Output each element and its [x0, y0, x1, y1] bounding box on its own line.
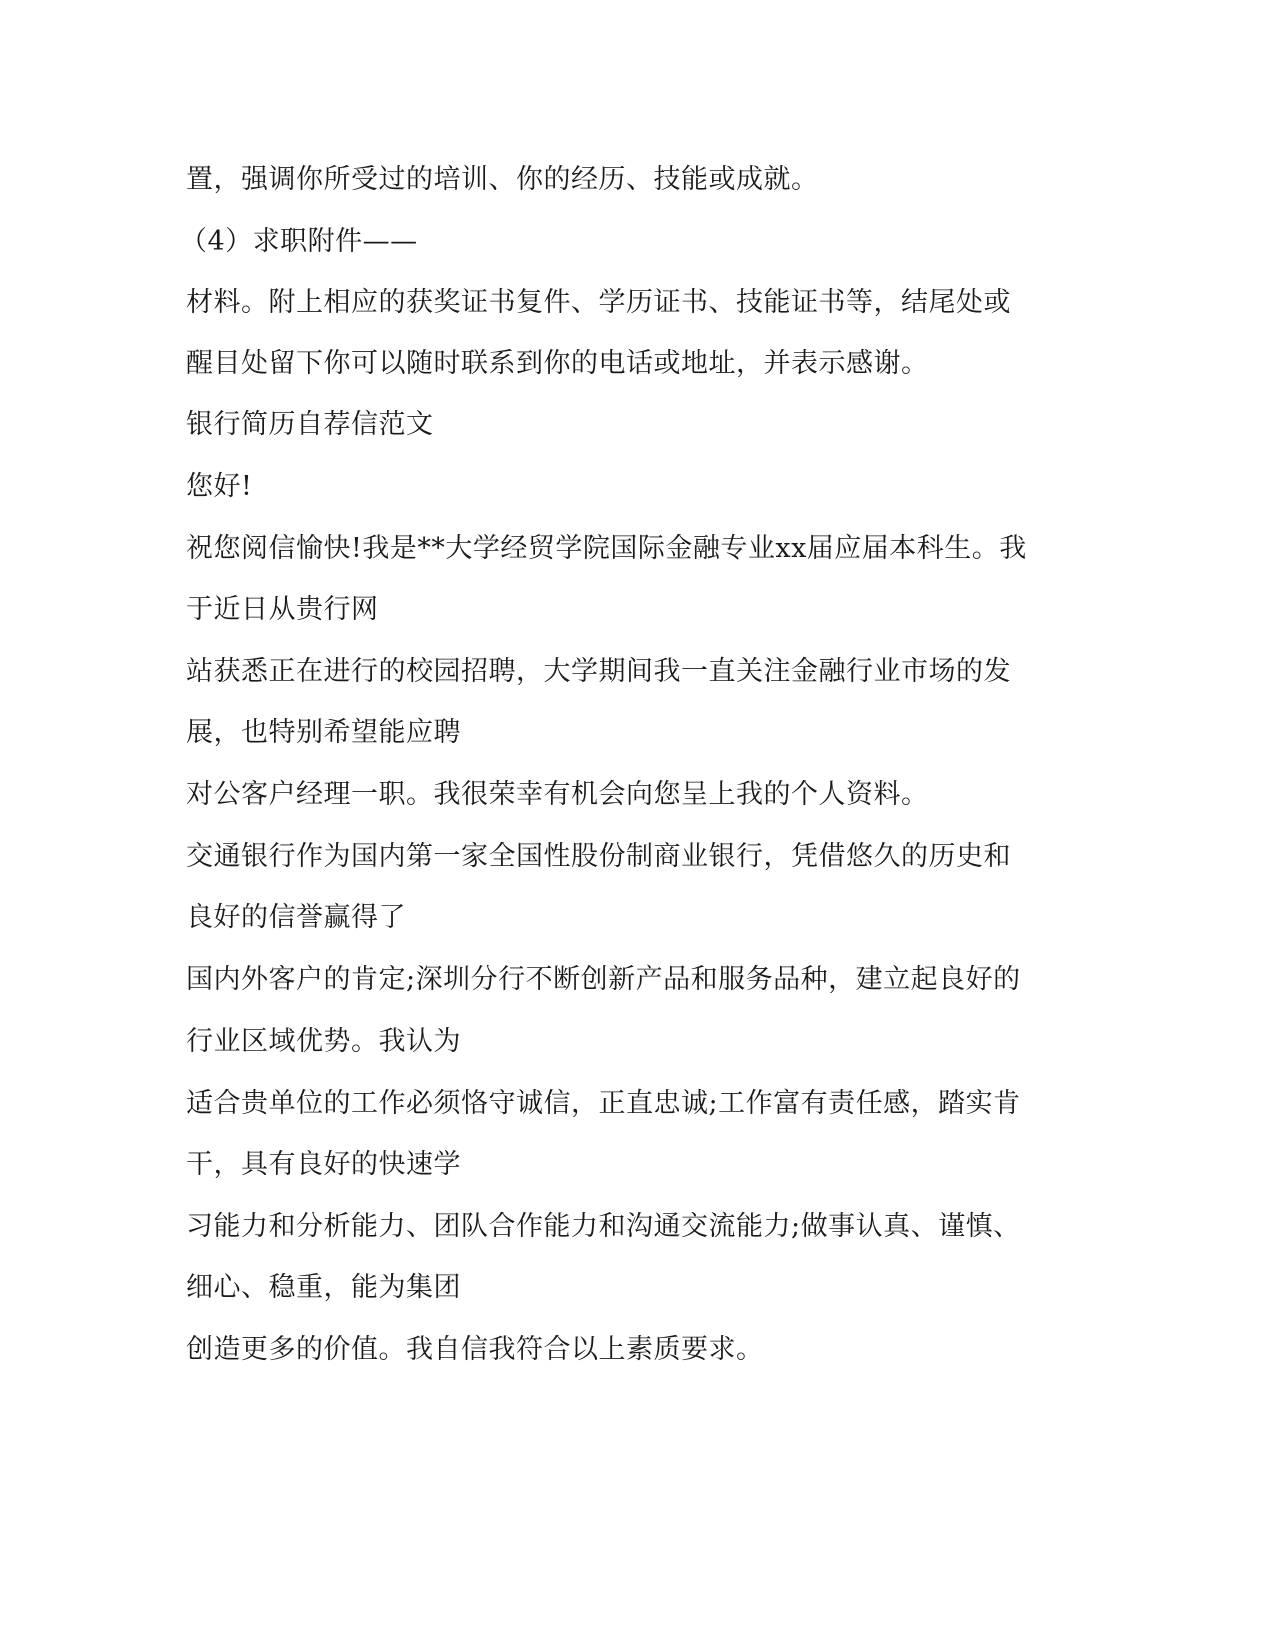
text-line: 创造更多的价值。我自信我符合以上素质要求。 — [186, 1334, 764, 1365]
text-line: 祝您阅信愉快!我是**大学经贸学院国际金融专业xx届应届本科生。我 — [186, 533, 1027, 564]
text-line: 对公客户经理一职。我很荣幸有机会向您呈上我的个人资料。 — [186, 779, 929, 810]
text-line: 交通银行作为国内第一家全国性股份制商业银行，凭借悠久的历史和 — [186, 841, 1011, 872]
text-line: 习能力和分析能力、团队合作能力和沟通交流能力;做事认真、谨慎、 — [186, 1211, 1021, 1242]
text-line: 醒目处留下你可以随时联系到你的电话或地址，并表示感谢。 — [186, 348, 929, 379]
text-line: 细心、稳重，能为集团 — [186, 1272, 461, 1303]
text-line: 国内外客户的肯定;深圳分行不断创新产品和服务品种，建立起良好的 — [186, 964, 1021, 995]
text-line: 于近日从贵行网 — [186, 594, 379, 625]
text-line: 行业区域优势。我认为 — [186, 1026, 461, 1057]
text-line: 置，强调你所受过的培训、你的经历、技能或成就。 — [186, 164, 819, 195]
text-line: 适合贵单位的工作必须恪守诚信，正直忠诚;工作富有责任感，踏实肯 — [186, 1088, 1021, 1119]
letter-title: 银行简历自荐信范文 — [186, 409, 434, 440]
text-line: 站获悉正在进行的校园招聘，大学期间我一直关注金融行业市场的发 — [186, 656, 1011, 687]
text-line: 材料。附上相应的获奖证书复件、学历证书、技能证书等，结尾处或 — [186, 287, 1011, 318]
text-line: 良好的信誉赢得了 — [186, 902, 406, 933]
text-line: 展，也特别希望能应聘 — [186, 717, 461, 748]
greeting: 您好! — [186, 471, 253, 502]
section-heading: （4）求职附件—— — [180, 226, 418, 257]
text-line: 干，具有良好的快速学 — [186, 1149, 461, 1180]
